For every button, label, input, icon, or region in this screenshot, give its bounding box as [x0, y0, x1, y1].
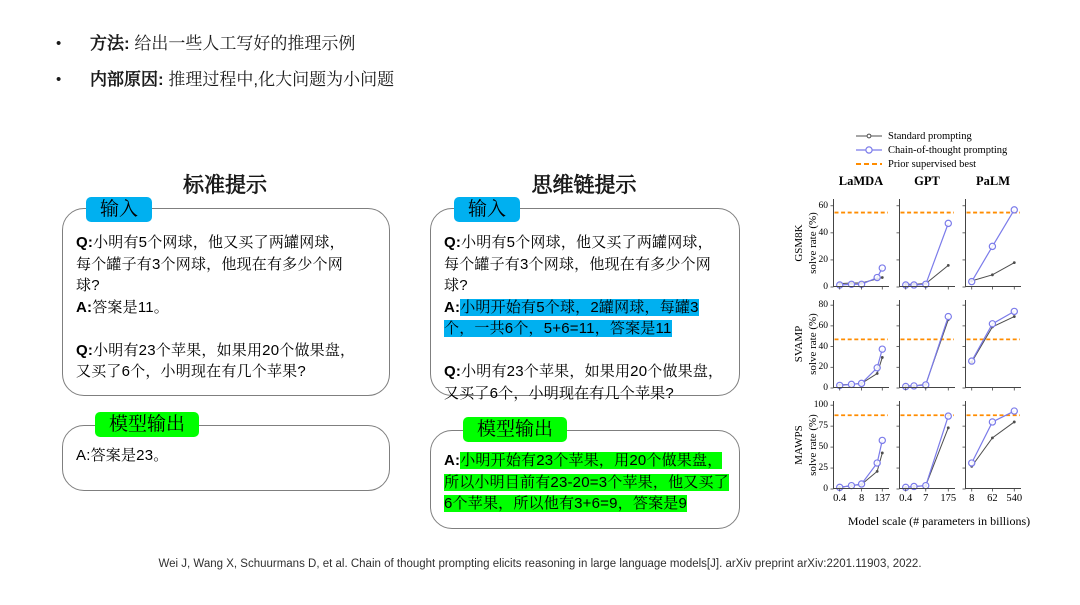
- highlighted-text: 个，一共6个，5+6=11，答案是11: [444, 320, 672, 337]
- text-line: [76, 275, 383, 297]
- text-line: [444, 275, 733, 297]
- text-line: [76, 318, 383, 340]
- y-tick-label: 20: [818, 362, 828, 373]
- y-tick-label: 75: [818, 421, 828, 432]
- x-tick-label: 0.4: [833, 493, 847, 504]
- column-header-gpt: GPT: [914, 174, 940, 188]
- input-badge: 输入: [454, 197, 520, 222]
- text-segment: 球?: [444, 277, 468, 294]
- subplot-gsm8k-lamda: [833, 199, 889, 287]
- subplot-mawps-palm: [965, 401, 1021, 489]
- highlighted-text: 小明开始有5个球，2罐网球，每罐3: [460, 298, 699, 316]
- text-segment: Q:: [76, 234, 94, 251]
- x-tick-label: 540: [1006, 493, 1023, 504]
- column-header-lamda: LaMDA: [838, 174, 884, 188]
- y-tick-label: 100: [813, 400, 828, 411]
- row-name: SVAMP: [793, 325, 805, 363]
- text-segment: 答案是11。: [92, 298, 170, 316]
- text-line: [444, 318, 733, 340]
- y-tick-label: 60: [818, 200, 828, 211]
- y-tick-label: 60: [818, 320, 828, 331]
- x-tick-label: 137: [874, 493, 891, 504]
- chart-plot-grid: [793, 126, 1080, 546]
- bullet-dot: •: [56, 35, 62, 52]
- citation: Wei J, Wang X, Schuurmans D, et al. Chain of thought prompting elicits reasoning in large language models[J]. arXiv preprint arXiv:2201.11903, 2022.: [158, 558, 922, 570]
- bullet-method-label: 方法:: [90, 34, 130, 53]
- subplot-gsm8k-palm: [965, 199, 1021, 287]
- text-line: [76, 232, 383, 254]
- text-segment: Q:: [76, 341, 94, 359]
- text-segment: A:: [444, 452, 461, 469]
- y-tick-label: 40: [818, 341, 828, 352]
- standard-input-box: [62, 199, 390, 396]
- x-tick-label: 8: [969, 493, 975, 504]
- subplot-svamp-gpt: [899, 300, 955, 388]
- x-axis-title: Model scale (# parameters in billions): [847, 514, 1031, 528]
- text-line: [444, 340, 733, 362]
- text-line: [444, 254, 733, 276]
- highlighted-text: 6个苹果，所以他有3+6=9，答案是9: [444, 495, 688, 512]
- highlighted-text: 小明开始有23个苹果，用20个做果盘，: [460, 452, 723, 469]
- standard-prompting-title: 标准提示: [183, 174, 267, 197]
- legend-supervised-label: Prior supervised best: [888, 158, 977, 170]
- bullet-method-text: 给出一些人工写好的推理示例: [129, 34, 356, 53]
- bullet-reason: [50, 68, 394, 92]
- text-line: [444, 493, 733, 515]
- y-tick-label: 0: [823, 484, 828, 494]
- y-tick-label: 20: [818, 254, 828, 265]
- x-tick-label: 8: [858, 493, 865, 504]
- text-segment: 又买了6个，小明现在有几个苹果?: [444, 384, 674, 402]
- bullet-dot: •: [56, 71, 62, 88]
- standard-input-text: [76, 232, 383, 383]
- cot-output-text: [444, 450, 733, 515]
- y-tick-label: 40: [818, 227, 828, 238]
- text-segment: 又买了6个，小明现在有几个苹果?: [76, 363, 306, 380]
- model-output-badge: 模型输出: [463, 417, 567, 442]
- text-segment: A:: [444, 298, 461, 316]
- subplot-mawps-gpt: [899, 401, 955, 489]
- text-segment: A:答案是23。: [76, 447, 169, 464]
- y-tick-label: 0: [823, 383, 828, 393]
- row-name: GSM8K: [793, 224, 805, 262]
- row-name: MAWPS: [793, 425, 805, 465]
- bullet-method: [50, 32, 355, 56]
- text-line: [444, 361, 733, 383]
- text-segment: 小明有5个网球，他又买了两罐网球，: [461, 234, 713, 251]
- text-line: [444, 383, 733, 405]
- text-segment: 小明有5个网球，他又买了两罐网球，: [93, 234, 345, 251]
- legend-standard-label: Standard prompting: [888, 130, 972, 142]
- row-unit: solve rate (%): [806, 414, 819, 476]
- text-line: [444, 450, 733, 472]
- row-unit: solve rate (%): [806, 313, 819, 375]
- y-tick-label: 50: [818, 442, 828, 453]
- bullet-reason-text: 推理过程中,化大问题为小问题: [163, 70, 395, 89]
- text-segment: 小明有23个苹果，如果用20个做果盘，: [461, 363, 724, 380]
- input-badge: 输入: [86, 197, 152, 222]
- y-tick-label: 0: [823, 282, 828, 292]
- model-output-badge: 模型输出: [95, 412, 199, 437]
- text-segment: Q:: [444, 363, 462, 380]
- cot-input-text: [444, 232, 733, 404]
- text-line: [444, 472, 733, 494]
- text-segment: 球?: [76, 277, 100, 294]
- x-tick-label: 175: [940, 493, 957, 504]
- row-unit: solve rate (%): [806, 212, 819, 274]
- y-tick-label: 25: [818, 463, 828, 474]
- x-tick-label: 62: [987, 493, 998, 504]
- text-segment: Q:: [444, 234, 462, 251]
- column-header-palm: PaLM: [975, 174, 1011, 188]
- subplot-svamp-palm: [965, 300, 1021, 388]
- text-segment: 每个罐子有3个网球，他现在有多少个网: [444, 255, 711, 273]
- text-line: [444, 232, 733, 254]
- cot-input-box: [430, 199, 740, 402]
- text-line: [76, 254, 383, 276]
- standard-output-box: [62, 414, 390, 491]
- subplot-svamp-lamda: [833, 300, 889, 388]
- text-line: [76, 340, 383, 362]
- legend-cot-label: Chain-of-thought prompting: [888, 144, 1008, 156]
- text-line: [76, 361, 383, 383]
- bullet-reason-label: 内部原因:: [90, 70, 164, 89]
- text-segment: A:: [76, 298, 93, 316]
- cot-results-figure: [793, 126, 1080, 546]
- cot-prompting-title: 思维链提示: [531, 174, 637, 197]
- highlighted-text: 所以小明目前有23-20=3个苹果，他又买了: [444, 473, 729, 491]
- cot-output-box: [430, 419, 740, 529]
- standard-output-text: [76, 445, 383, 467]
- y-tick-label: 80: [818, 300, 828, 311]
- text-line: [76, 445, 383, 467]
- subplot-mawps-lamda: [833, 401, 889, 489]
- subplot-gsm8k-gpt: [899, 199, 955, 287]
- text-segment: 小明有23个苹果，如果用20个做果盘，: [93, 341, 356, 359]
- x-tick-label: 0.4: [899, 493, 913, 504]
- x-tick-label: 7: [923, 493, 929, 504]
- text-line: [444, 297, 733, 319]
- text-segment: 每个罐子有3个网球，他现在有多少个网: [76, 255, 343, 273]
- text-line: [76, 297, 383, 319]
